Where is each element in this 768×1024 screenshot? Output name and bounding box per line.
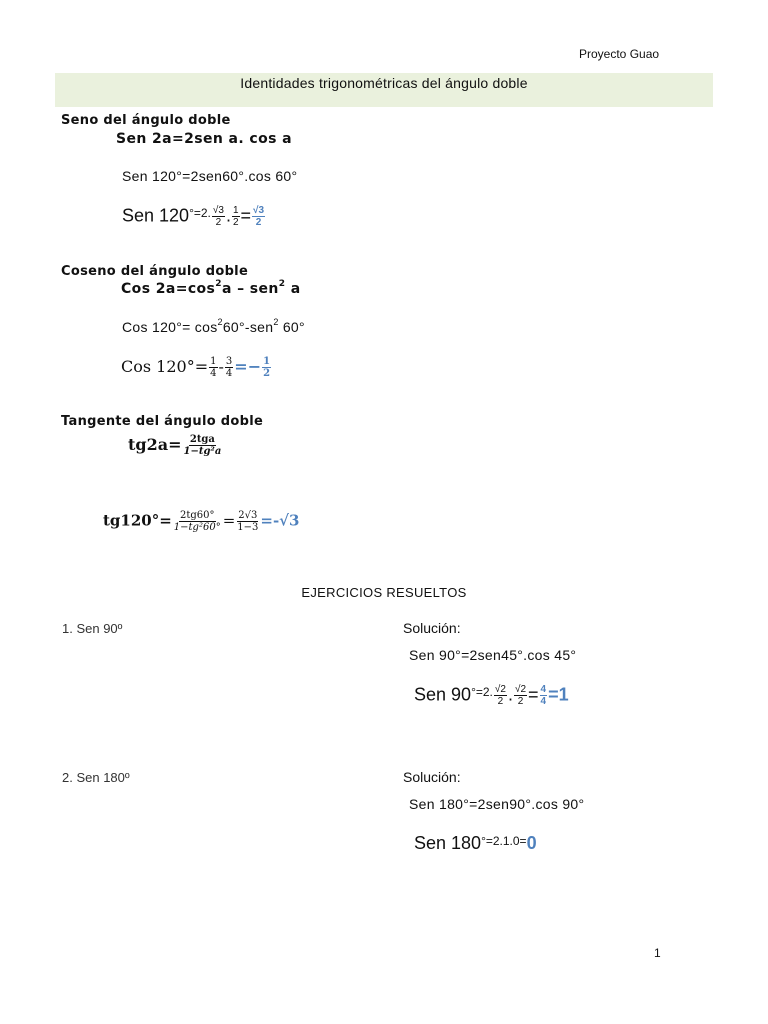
tangente-formula-frac: $\frac{\text{2tga}}{\text{1−tg²a}}$ [183,434,222,457]
exercise-2-calculation: Sen $180^{^\circ=2.1.0=}0$ [414,833,537,853]
exercise-2-solution-label: Solución: [403,769,461,785]
tangente-calculation: tg120°= $\frac{2tg60^\circ}{\text{1−tg²60°}}$ = $\frac{2√3}{1-3}$ =-√3 [103,510,300,533]
title-banner [55,73,713,107]
ex1-frac-1: $\frac{√2}{2}$ [494,684,506,707]
seno-heading: Seno del ángulo doble [61,113,231,128]
exercise-1-solution-label: Solución: [403,620,461,636]
ex1-frac-2: $\frac{√2}{2}$ [514,684,527,707]
coseno-result-sign: =− [234,357,262,376]
seno-frac-1: $\frac{√3}{2}$ [212,205,224,228]
tangente-result: =-√3 [260,511,300,530]
seno-example: Sen 120°=2sen60°.cos 60° [122,168,298,184]
tangente-heading: Tangente del ángulo doble [61,414,264,429]
coseno-frac-2: $\frac{3}{4}$ [225,356,233,379]
seno-result-frac: $\frac{√3}{2}$ [253,205,265,228]
seno-formula: Sen 2a=2sen a. cos a [116,131,292,147]
coseno-heading: Coseno del ángulo doble [61,264,249,279]
exercise-2-example: Sen 180°=2sen90°.cos 90° [409,796,585,812]
coseno-frac-1: $\frac{1}{4}$ [210,356,217,379]
header-project-name: Proyecto Guao [579,47,660,61]
ex1-result-frac: $\frac{4}{4}$ [540,684,547,707]
ex2-result: 0 [526,833,537,853]
seno-calculation: Sen $120^{^\circ=2.}$ $\frac{√3}{2}$ . $\frac{1}{2}$ = $\frac{√3}{2}$ [122,205,265,228]
seno-calc-eq: °=2. [189,206,211,220]
exercise-2-label: 2. Sen 180º [62,770,130,785]
tangente-frac-2: $\frac{2√3}{1-3}$ [237,510,259,533]
coseno-calculation: Cos 120°= $\frac{1}{4}$ - $\frac{3}{4}$ =− $\frac{1}{2}$ [121,356,271,379]
page-number: 1 [654,946,661,960]
ex1-result: =1 [548,684,569,705]
exercise-1-label: 1. Sen 90º [62,621,123,636]
tangente-formula: tg2a= $\frac{\text{2tga}}{\text{1−tg²a}}$ [128,434,222,457]
tangente-frac-1: $\frac{2tg60^\circ}{\text{1−tg²60°}}$ [173,510,221,533]
seno-frac-2: $\frac{1}{2}$ [232,205,239,228]
exercise-1-calculation: Sen $90^{^\circ=2.}$ $\frac{√2}{2}$ . $\frac{√2}{2}$ = $\frac{4}{4}$ =1 [414,684,569,707]
coseno-result-frac: $\frac{1}{2}$ [263,356,271,379]
coseno-example: Cos $120^\circ= \cos^260^\circ-sen^2$ 60° [122,317,305,335]
ejercicios-title: EJERCICIOS RESUELTOS [301,585,467,600]
coseno-formula: Cos $2a=\cos^2a - sen^2$ a [121,279,301,297]
exercise-1-example: Sen 90°=2sen45°.cos 45° [409,647,577,663]
seno-calc-prefix: Sen 120 [122,205,190,226]
page-title: Identidades trigonométricas del ángulo doble [240,75,528,91]
